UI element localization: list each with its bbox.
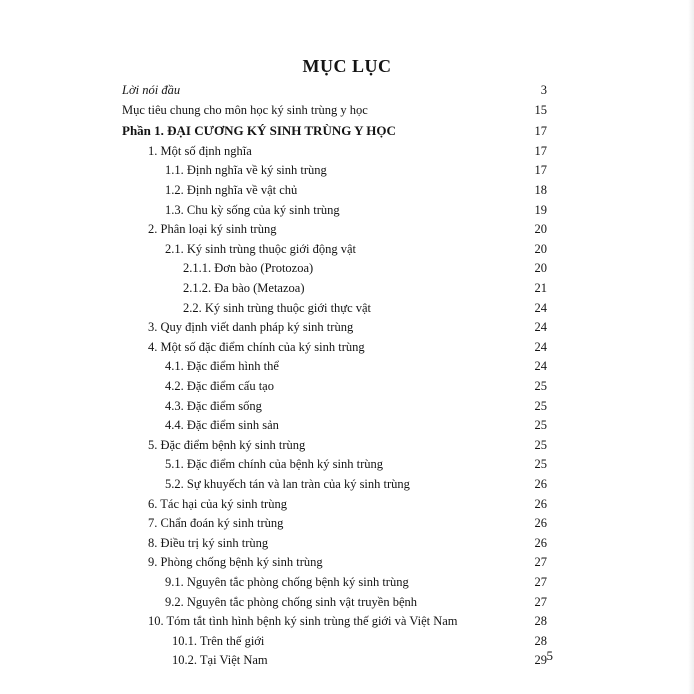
toc-entry-label: 2.1.1. Đơn bào (Protozoa) (183, 261, 314, 276)
toc-entry-label: 9. Phòng chống bệnh ký sinh trùng (148, 555, 323, 570)
toc-entry-page: 20 (534, 241, 547, 256)
toc-entry-label: 2.1. Ký sinh trùng thuộc giới động vật (165, 241, 356, 256)
toc-entry-label: Lời nói đầu (122, 83, 181, 97)
toc-entry-page: 24 (534, 300, 547, 315)
toc-entry-page: 27 (534, 594, 547, 609)
toc-entry-label: 5.1. Đặc điểm chính của bệnh ký sinh trùng (165, 457, 384, 472)
toc-entry (0, 100, 694, 120)
toc-entry-page: 19 (534, 202, 547, 217)
toc-entry-page: 27 (534, 555, 547, 570)
toc-entry (0, 572, 694, 592)
toc-entry-page: 25 (534, 418, 547, 433)
toc-entry-page: 27 (534, 575, 547, 589)
toc-entry (0, 160, 694, 180)
toc-entry (0, 278, 694, 298)
toc-entry-label: 2.1.2. Đa bào (Metazoa) (183, 281, 305, 295)
toc-entry-label: 9.1. Nguyên tắc phòng chống bệnh ký sinh trùng (165, 575, 409, 589)
toc-entry (0, 533, 694, 553)
toc-entry (0, 592, 694, 612)
toc-entry-page: 18 (534, 183, 547, 197)
toc-entry (0, 141, 694, 161)
toc-entry (0, 317, 694, 337)
toc-entry-label: 4.2. Đặc điểm cấu tạo (165, 379, 274, 393)
toc-entry (0, 435, 694, 455)
toc-entry-label: Phần 1. ĐẠI CƯƠNG KÝ SINH TRÙNG Y HỌC (122, 123, 396, 139)
toc-entry-page: 26 (534, 496, 547, 511)
toc-entry-label: 4. Một số đặc điểm chính của ký sinh trùng (148, 339, 365, 354)
toc-entry-page: 17 (534, 143, 547, 158)
toc-entry (0, 513, 694, 533)
toc-entry-label: 2.2. Ký sinh trùng thuộc giới thực vật (183, 300, 372, 315)
toc-entry-page: 20 (534, 261, 547, 276)
toc-entry (0, 415, 694, 435)
page-title: MỤC LỤC (302, 56, 392, 76)
toc-entry-label: 1.2. Định nghĩa về vật chủ (165, 183, 298, 197)
toc-entry (0, 298, 694, 318)
page-edge-shadow (688, 0, 694, 694)
toc-entry-label: 1. Một số định nghĩa (148, 143, 252, 158)
toc-entry-page: 15 (534, 102, 547, 117)
toc-entry-page: 29 (534, 653, 547, 668)
toc-entry-page: 26 (534, 477, 547, 491)
toc-entry (0, 396, 694, 416)
toc-entry-page: 26 (534, 516, 547, 531)
toc-entry-page: 25 (534, 457, 547, 472)
toc-entry-label: 6. Tác hại của ký sinh trùng (148, 496, 287, 511)
toc-entry (0, 180, 694, 200)
toc-entry (0, 80, 694, 100)
toc-entry-label: 4.1. Đặc điểm hình thể (165, 359, 279, 374)
toc-entry-page: 25 (534, 398, 547, 413)
toc-entry (0, 552, 694, 572)
toc-entry (0, 239, 694, 259)
toc-entry (0, 494, 694, 514)
toc-entry (0, 650, 694, 670)
toc-entry-label: 10.2. Tại Việt Nam (172, 653, 268, 668)
toc-entry-label: 5.2. Sự khuyếch tán và lan tràn của ký sinh trùng (165, 477, 410, 491)
toc-entry-page: 25 (534, 437, 547, 452)
toc-entry (0, 376, 694, 396)
toc-entry-label: 1.3. Chu kỳ sống của ký sinh trùng (165, 202, 340, 217)
toc-entry-page: 26 (534, 535, 547, 550)
toc-entry (0, 631, 694, 651)
toc-entry (0, 121, 694, 141)
toc-entry-page: 17 (534, 124, 547, 139)
toc-entry-page: 24 (534, 359, 547, 374)
toc-entry-page: 3 (540, 83, 547, 97)
toc-entry-page: 24 (534, 320, 547, 335)
toc-entry-label: Mục tiêu chung cho môn học ký sinh trùng y học (122, 102, 368, 117)
toc-entry (0, 454, 694, 474)
toc-entry-label: 3. Quy định viết danh pháp ký sinh trùng (148, 320, 354, 335)
page-number: 5 (546, 648, 553, 663)
toc-entry (0, 356, 694, 376)
toc-entry (0, 474, 694, 494)
toc-entry-page: 28 (534, 614, 547, 629)
toc-entry-label: 10. Tóm tắt tình hình bệnh ký sinh trùng thế giới và Việt Nam (148, 614, 458, 629)
toc-entry (0, 200, 694, 220)
toc-entry-label: 1.1. Định nghĩa về ký sinh trùng (165, 163, 327, 178)
toc-entry-label: 8. Điều trị ký sinh trùng (148, 535, 269, 550)
toc-entry-page: 24 (534, 339, 547, 354)
toc-entry-label: 5. Đặc điểm bệnh ký sinh trùng (148, 437, 306, 452)
toc-entry-label: 4.3. Đặc điểm sống (165, 398, 262, 413)
toc-entry-label: 7. Chẩn đoán ký sinh trùng (148, 516, 284, 531)
toc-entry (0, 611, 694, 631)
toc-entry-page: 25 (534, 379, 547, 393)
toc-entry-page: 21 (534, 281, 547, 295)
toc-entry-page: 17 (534, 163, 547, 178)
toc-entry-label: 9.2. Nguyên tắc phòng chống sinh vật truyền bệnh (165, 594, 418, 609)
toc-entry-label: 10.1. Trên thế giới (172, 633, 265, 648)
toc-entry (0, 219, 694, 239)
toc-entry-label: 2. Phân loại ký sinh trùng (148, 222, 277, 237)
toc-entry (0, 337, 694, 357)
toc-entry-label: 4.4. Đặc điểm sinh sản (165, 418, 279, 433)
toc-entry-page: 28 (534, 633, 547, 648)
toc-entry-page: 20 (534, 222, 547, 237)
toc-entry (0, 258, 694, 278)
